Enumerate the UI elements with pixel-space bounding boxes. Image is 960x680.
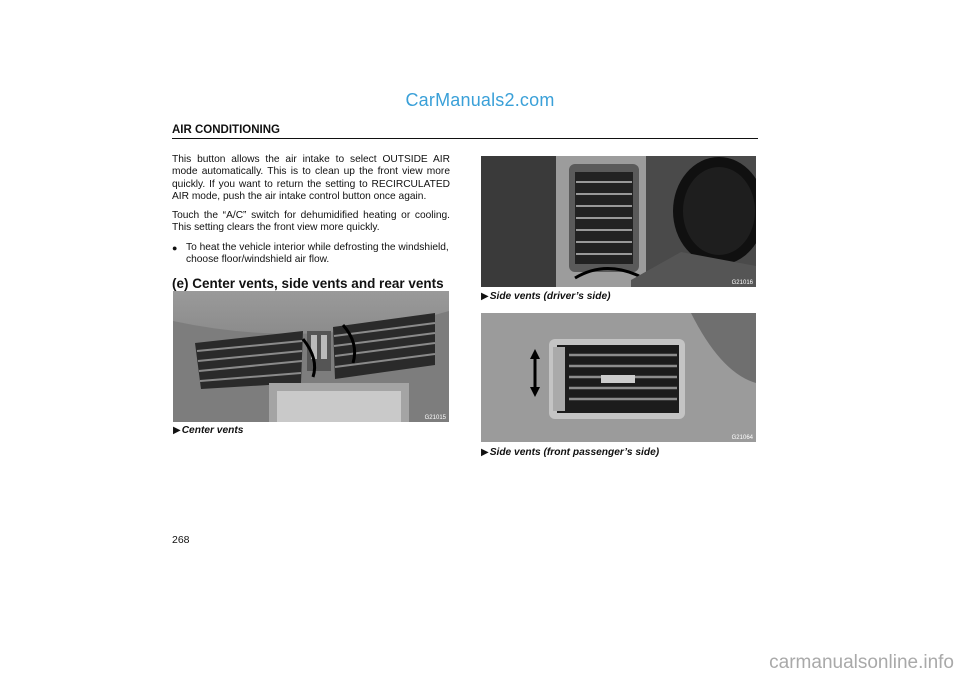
- section-title: (e) Center vents, side vents and rear vents: [172, 276, 444, 292]
- figure-code: G21015: [424, 415, 446, 421]
- passenger-side-vents-image: [481, 313, 756, 442]
- bullet-dot-icon: ●: [172, 242, 178, 253]
- bullet-text: To heat the vehicle interior while defrosting the windshield, choose floor/windshield air flow.: [186, 241, 449, 266]
- caption-text: Side vents (driver’s side): [489, 291, 611, 302]
- figure-code: G21064: [731, 435, 753, 441]
- paragraph-ac-switch: Touch the “A/C” switch for dehumidified heating or cooling. This setting clears the front view more quickly.: [172, 210, 450, 234]
- driver-side-vents-caption: [481, 291, 611, 302]
- arrow-right-icon: ▶: [173, 425, 181, 436]
- left-column: [172, 154, 450, 292]
- caption-text: Center vents: [181, 425, 244, 436]
- bullet-item: [172, 242, 450, 267]
- paragraph-outside-air: This button allows the air intake to select OUTSIDE AIR mode automatically. This is to clean up the front view more quickly. If you want to return the setting to RECIRCULATED AIR mode, push the air intake control button once again.: [172, 154, 450, 202]
- figure-code: G21016: [731, 280, 753, 286]
- driver-side-vents-image: [481, 156, 756, 287]
- arrow-right-icon: ▶: [481, 291, 489, 302]
- watermark-top[interactable]: CarManuals2.com: [405, 90, 555, 110]
- caption-text: Side vents (front passenger’s side): [489, 447, 660, 458]
- watermark-bottom[interactable]: carmanualsonline.info: [769, 652, 954, 673]
- passenger-side-vents-caption: [481, 447, 659, 458]
- page-header: AIR CONDITIONING: [172, 124, 758, 139]
- center-vents-caption: [173, 425, 243, 436]
- arrow-right-icon: ▶: [481, 447, 489, 458]
- center-vents-image: [173, 291, 449, 422]
- page-number: 268: [172, 534, 190, 546]
